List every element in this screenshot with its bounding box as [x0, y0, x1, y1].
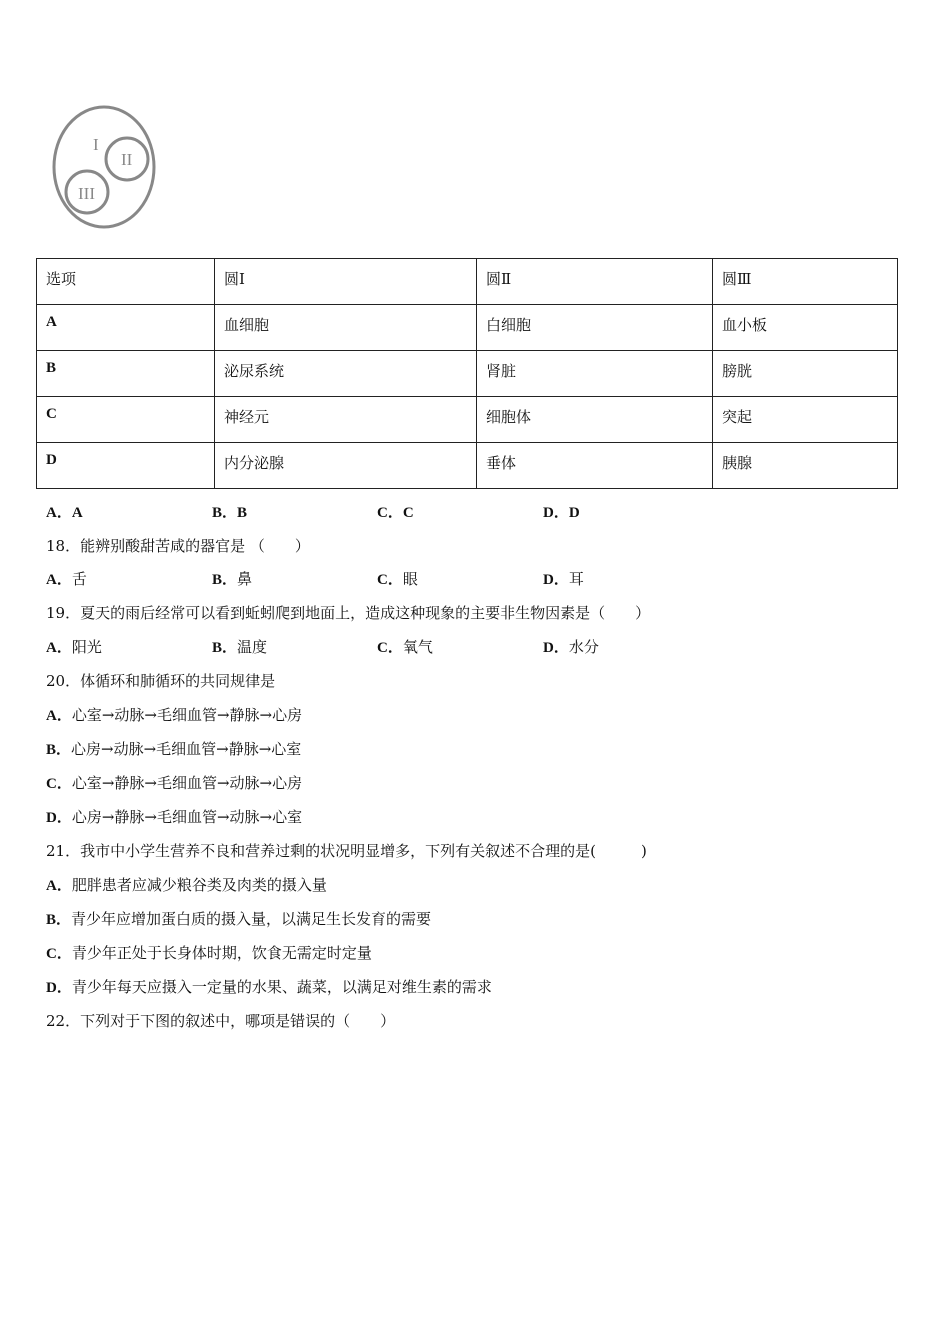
header-cell: 圆Ⅲ [713, 259, 898, 305]
options-table [36, 258, 898, 489]
table-cell: 突起 [713, 397, 898, 443]
table-cell: 膀胱 [713, 351, 898, 397]
table-cell: 泌尿系统 [215, 351, 477, 397]
option-b: B．B [212, 505, 248, 521]
header-cell: 圆Ⅰ [215, 259, 477, 305]
nested-circles-diagram [50, 103, 160, 231]
header-cell: 选项 [37, 259, 215, 305]
table-row [37, 351, 898, 397]
circle-2-label: II [121, 150, 133, 169]
q19-stem: 19．夏天的雨后经常可以看到蚯蚓爬到地面上，造成这种现象的主要非生物因素是（ ） [46, 604, 651, 622]
q20-option-b: B．心房→动脉→毛细血管→静脉→心室 [46, 740, 302, 758]
table-row [37, 305, 898, 351]
table-cell: C [37, 397, 215, 443]
table-cell: 垂体 [477, 443, 713, 489]
table-cell: 细胞体 [477, 397, 713, 443]
q18-stem: 18．能辨别酸甜苦咸的器官是 （ ） [46, 537, 310, 555]
option-c: C．C [377, 505, 414, 521]
table-cell: 胰腺 [713, 443, 898, 489]
table-cell: 神经元 [215, 397, 477, 443]
option-b: B．鼻 [212, 570, 253, 588]
option-d: D．水分 [543, 638, 599, 656]
table-cell: 肾脏 [477, 351, 713, 397]
table-header-row [37, 259, 898, 305]
table-row [37, 397, 898, 443]
option-a: A．A [46, 505, 83, 521]
option-c: C．氧气 [377, 638, 433, 656]
table-cell: 血细胞 [215, 305, 477, 351]
table-cell: B [37, 351, 215, 397]
option-d: D．D [543, 505, 580, 521]
circle-1 [54, 107, 154, 227]
q17-options [46, 501, 746, 523]
option-a: A．阳光 [46, 638, 102, 656]
option-d: D．耳 [543, 570, 584, 588]
table-row [37, 443, 898, 489]
q21-option-b: B．青少年应增加蛋白质的摄入量，以满足生长发育的需要 [46, 910, 432, 928]
q20-option-d: D．心房→静脉→毛细血管→动脉→心室 [46, 808, 303, 826]
q21-option-c: C．青少年正处于长身体时期，饮食无需定时定量 [46, 944, 372, 962]
table-cell: A [37, 305, 215, 351]
q21-option-d: D．青少年每天应摄入一定量的水果、蔬菜，以满足对维生素的需求 [46, 978, 492, 996]
option-c: C．眼 [377, 570, 418, 588]
q21-option-a: A．肥胖患者应减少粮谷类及肉类的摄入量 [46, 876, 327, 894]
option-b: B．温度 [212, 638, 268, 656]
q20-option-a: A．心室→动脉→毛细血管→静脉→心房 [46, 706, 303, 724]
circle-3-label: III [78, 184, 95, 203]
table-cell: D [37, 443, 215, 489]
q18-options [46, 568, 746, 590]
q21-stem: 21．我市中小学生营养不良和营养过剩的状况明显增多，下列有关叙述不合理的是( ) [46, 842, 647, 860]
q22-stem: 22．下列对于下图的叙述中，哪项是错误的（ ） [46, 1012, 396, 1030]
q19-options [46, 636, 746, 658]
header-cell: 圆Ⅱ [477, 259, 713, 305]
table-cell: 血小板 [713, 305, 898, 351]
table-cell: 内分泌腺 [215, 443, 477, 489]
circle-1-label: I [93, 135, 99, 154]
q20-option-c: C．心室→静脉→毛细血管→动脉→心房 [46, 774, 303, 792]
q20-stem: 20．体循环和肺循环的共同规律是 [46, 672, 276, 690]
table-cell: 白细胞 [477, 305, 713, 351]
option-a: A．舌 [46, 570, 87, 588]
